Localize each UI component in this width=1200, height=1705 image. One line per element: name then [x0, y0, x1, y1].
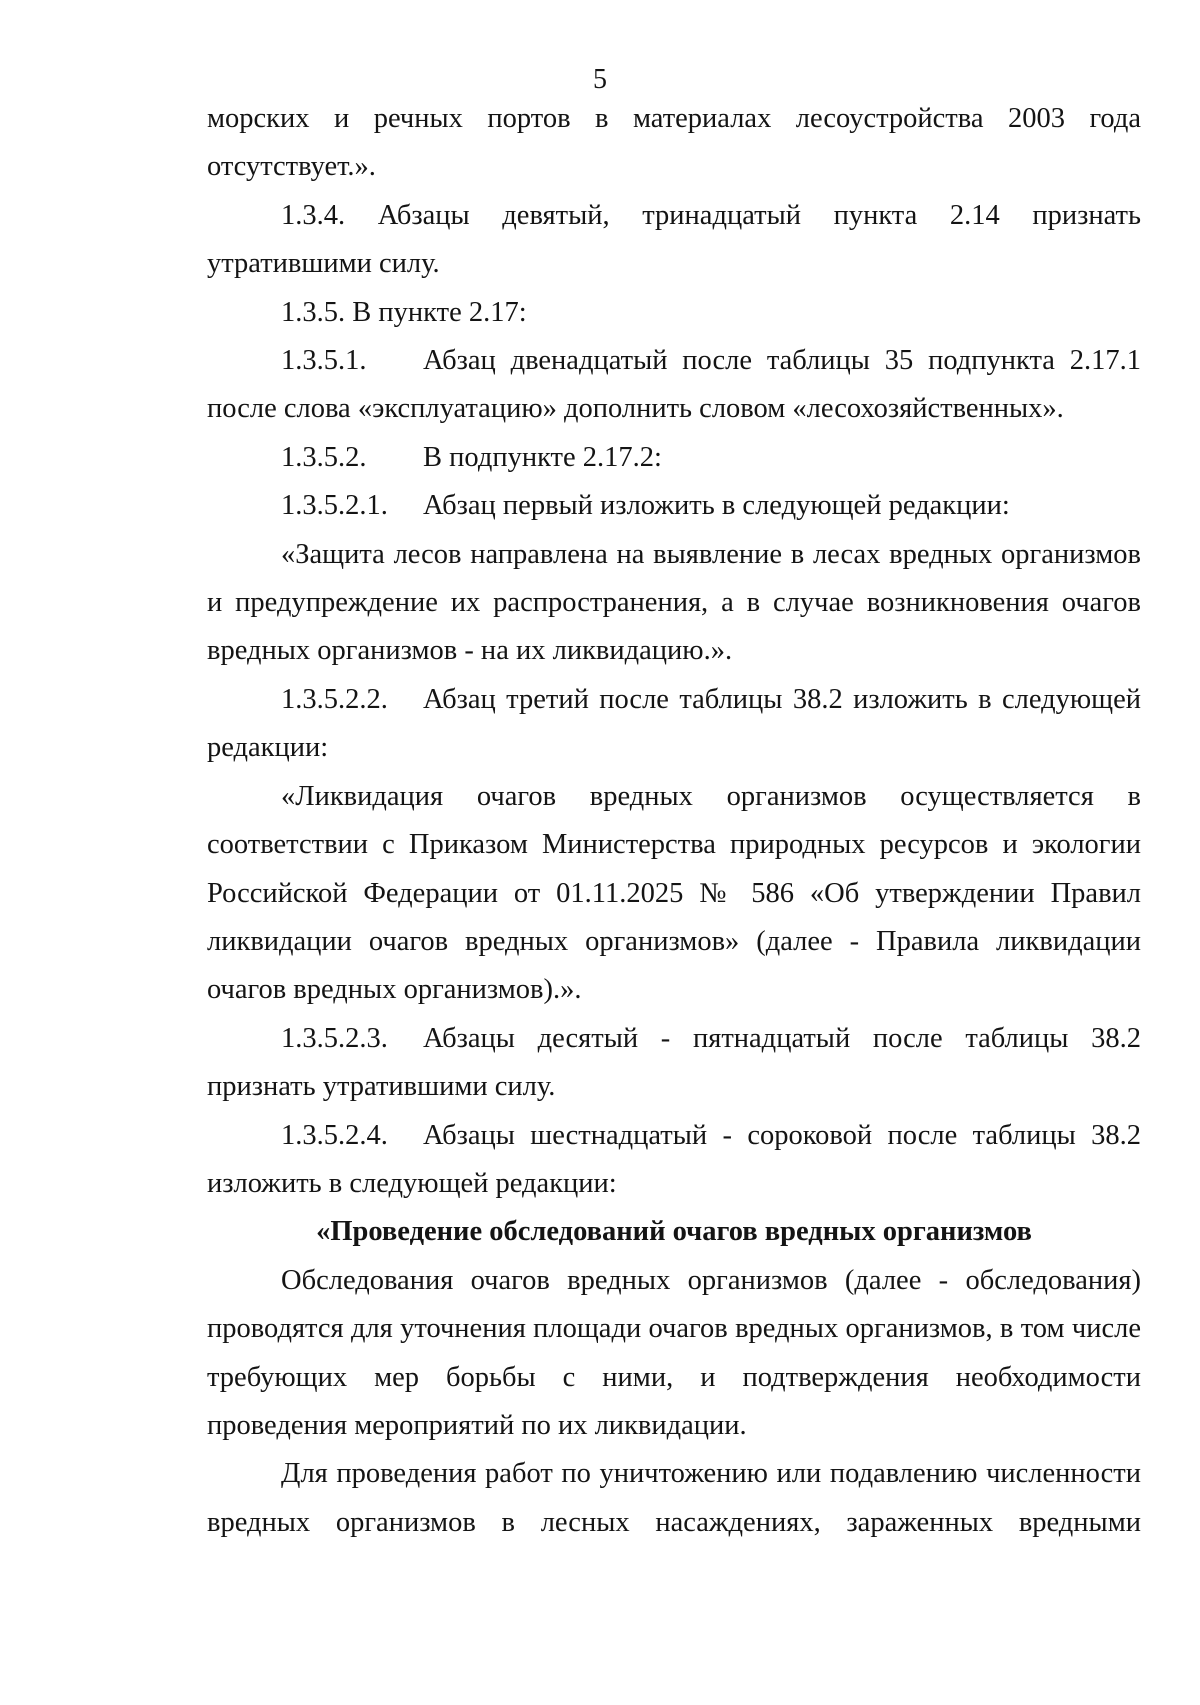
clause-number: 1.3.5.2.1. [281, 490, 388, 522]
paragraph-continuation: морских и речных портов в материалах лесоустройства 2003 года отсутствует.». [207, 103, 1141, 183]
quote-paragraph-forest-protection: «Защита лесов направлена на выявление в лесах вредных организмов и предупреждение их распространения, а в случае возникновения очагов вредных организмов - на их ликвидацию.». [207, 538, 1141, 667]
clause-number: 1.3.5.1. [281, 345, 367, 377]
paragraph-1-3-4: 1.3.4. Абзацы девятый, тринадцатый пункта 2.14 признать утратившими силу. [207, 199, 1141, 280]
page-number: 5 [593, 64, 607, 95]
paragraph-text: Абзац третий после таблицы 38.2 изложить в следующей редакции: [207, 683, 1141, 764]
paragraph-text: Абзац двенадцатый после таблицы 35 подпункта 2.17.1 после слова «эксплуатацию» дополнить словом «лесохозяйственных». [207, 345, 1141, 425]
quote-paragraph-liquidation: «Ликвидация очагов вредных организмов осуществляется в соответствии с Приказом Министерства природных ресурсов и экологии Российской Федерации от 01.11.2025 № 586 «Об утверждении Правил ликвидации очагов вредных организмов» (далее - Правила ликвидации очагов вредных организмов).». [207, 780, 1141, 1006]
paragraph-text: Абзацы десятый - пятнадцатый после таблицы 38.2 признать утратившими силу. [207, 1022, 1141, 1103]
clause-number: 1.3.5.2.4. [281, 1119, 388, 1151]
paragraph-1-3-5-2-1 [207, 482, 1141, 530]
clause-number: 1.3.5.2.3. [281, 1022, 388, 1054]
clause-number: 1.3.5.2.2. [281, 683, 388, 715]
paragraph-works: Для проведения работ по уничтожению или подавлению численности вредных организмов в лесных насаждениях, зараженных вредными [207, 1458, 1141, 1538]
section-heading: «Проведение обследований очагов вредных организмов [316, 1216, 1032, 1248]
paragraph-1-3-5-1 [207, 337, 1141, 434]
paragraph-1-3-5-2 [207, 434, 1141, 482]
paragraph-text: Абзац первый изложить в следующей редакции: [423, 490, 1010, 522]
paragraph-1-3-5-2-4 [207, 1112, 1141, 1209]
clause-number: 1.3.5.2. [281, 441, 367, 473]
paragraph-text: Абзацы шестнадцатый - сороковой после таблицы 38.2 изложить в следующей редакции: [207, 1119, 1141, 1199]
paragraph-1-3-5-2-3 [207, 1015, 1141, 1112]
paragraph-text: В подпункте 2.17.2: [423, 441, 662, 473]
paragraph-1-3-5: 1.3.5. В пункте 2.17: [281, 296, 527, 328]
paragraph-1-3-5-2-2 [207, 676, 1141, 773]
document-body [207, 95, 1141, 1547]
paragraph-surveys: Обследования очагов вредных организмов (далее - обследования) проводятся для уточнения площади очагов вредных организмов, в том числе требующих мер борьбы с ними, и подтверждения необходимости проведения мероприятий по их ликвидации. [207, 1264, 1141, 1441]
